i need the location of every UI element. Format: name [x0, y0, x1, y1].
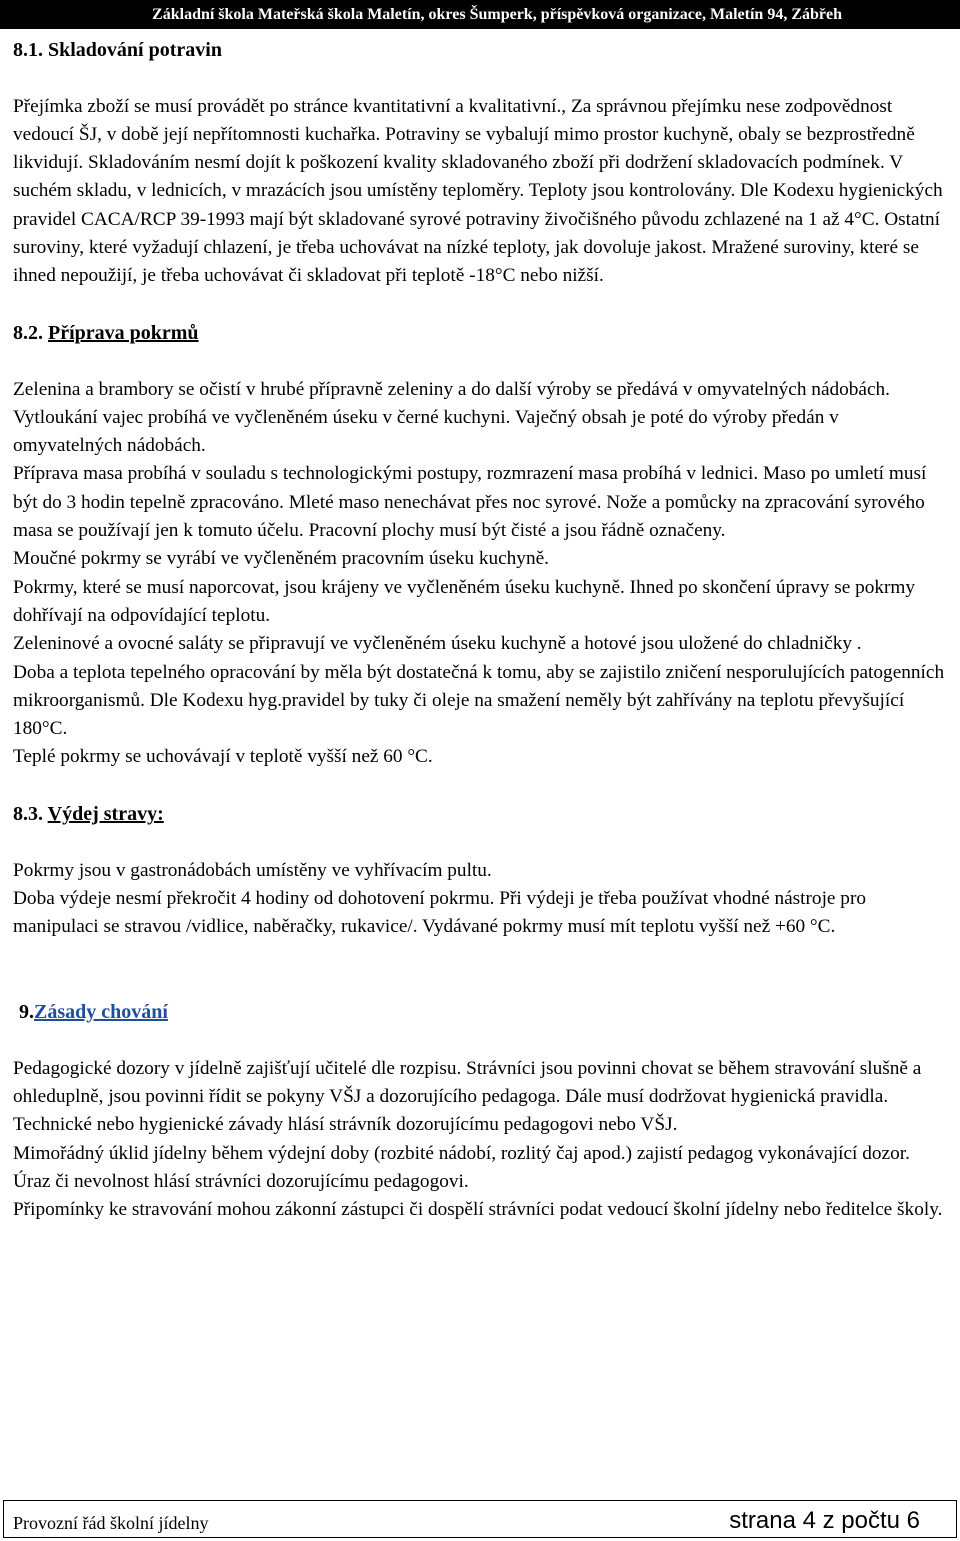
section-9-heading-link[interactable]: Zásady chování [34, 1001, 168, 1024]
section-9-number: 9. [19, 1001, 34, 1024]
section-8-1-paragraph: Přejímka zboží se musí provádět po stránce kvantitativní a kvalitativní., Za správnou přejímku nese zodpovědnost vedoucí ŠJ, v době její nepřítomnosti kuchařka. Potraviny se vybalují mimo prostor kuchyně, obaly se bezprostředně likvidují. Skladováním nesmí dojít k poškození kvality skladovaného zboží při dodržení skladovacích podmínek. V suchém skladu, v lednicích, v mrazácích jsou umístěny teploměry. Teploty jsou kontrolovány. Dle Kodexu hygienických pravidel CACA/RCP 39-1993 mají být skladované syrové potraviny živočišného původu zchlazené na 1 až 4°C. Ostatní suroviny, které vyžadují chlazení, je třeba uchovávat na nízké teploty, jak dovoluje jakost. Mražené suroviny, které se ihned nepoužijí, je třeba uchovávat či skladovat při teplotě -18°C nebo nižší. [13, 95, 943, 287]
section-8-2-line: Teplé pokrmy se uchovávají v teplotě vyšší než 60 °C. [13, 746, 433, 768]
section-8-3-title [13, 800, 948, 828]
section-8-2-line: Příprava masa probíhá v souladu s technologickými postupy, rozmrazení masa probíhá v lednici. Maso po umletí musí být do 3 hodin tepelně zpracováno. Mleté maso nenechávat přes noc syrové. Nože a pomůcky na zpracování syrového masa se používají jen k tomuto účelu. Pracovní plochy musí být čisté a jsou řádně označeny. [13, 463, 927, 542]
section-8-3-line: Pokrmy jsou v gastronádobách umístěny ve vyhřívacím pultu. [13, 859, 492, 881]
section-8-2-number: 8.2. [13, 321, 43, 344]
section-9-line: Mimořádný úklid jídelny během výdejní doby (rozbité nádobí, rozlitý čaj apod.) zajistí pedagog vykonávající dozor. Úraz či nevolnost hlásí strávníci dozorujícímu pedagogovi. [13, 1142, 910, 1192]
header-text: Základní škola Mateřská škola Maletín, okres Šumperk, příspěvková organizace, Maletín 94, Zábřeh [152, 6, 842, 23]
section-8-2-line: Zelenina a brambory se očistí v hrubé přípravně zeleniny a do další výroby se předává v omyvatelných nádobách. [13, 378, 890, 400]
footer-document-title: Provozní řád školní jídelny [13, 1513, 209, 1533]
section-9-title [19, 998, 948, 1026]
section-8-2-heading: Příprava pokrmů [48, 321, 199, 344]
section-8-2-line: Vytloukání vajec probíhá ve vyčleněném úseku v černé kuchyni. Vaječný obsah je poté do výroby předán v omyvatelných nádobách. [13, 406, 839, 457]
document-content [13, 36, 948, 1224]
section-8-1-title: 8.1. Skladování potravin [13, 39, 222, 61]
section-8-2-line: Zeleninové a ovocné saláty se připravují ve vyčleněném úseku kuchyně a hotové jsou uložené do chladničky . [13, 633, 862, 655]
section-8-3-heading: Výdej stravy: [47, 803, 164, 826]
section-8-2-title [13, 319, 948, 347]
page-footer [3, 1500, 957, 1538]
page-header [0, 0, 960, 29]
section-9-line: Technické nebo hygienické závady hlásí strávník dozorujícímu pedagogovi nebo VŠJ. [13, 1114, 678, 1136]
section-8-2-line: Moučné pokrmy se vyrábí ve vyčleněném pracovním úseku kuchyně. [13, 548, 549, 570]
section-8-3-line: Doba výdeje nesmí překročit 4 hodiny od dohotovení pokrmu. Při výdeji je třeba používat vhodné nástroje pro manipulaci se stravou /vidlice, naběračky, rukavice/. Vydávané pokrmy musí mít teplotu vyšší než +60 °C. [13, 887, 867, 938]
section-8-3-number: 8.3. [13, 803, 43, 826]
section-8-2-line: Doba a teplota tepelného opracování by měla být dostatečná k tomu, aby se zajistilo zničení nesporulujících patogenních mikroorganismů. Dle Kodexu hyg.pravidel by tuky či oleje na smažení neměly být zahřívány na teplotu převyšující 180°C. [13, 661, 945, 740]
section-9-line: Připomínky ke stravování mohou zákonní zástupci či dospělí strávníci podat vedoucí školní jídelny nebo ředitelce školy. [13, 1199, 943, 1221]
section-9-line: Pedagogické dozory v jídelně zajišťují učitelé dle rozpisu. Strávníci jsou povinni chovat se během stravování slušně a ohleduplně, jsou povinni řídit se pokyny VŠJ a dozorujícího pedagoga. Dále musí dodržovat hygienická pravidla. [13, 1057, 922, 1107]
section-8-2-line: Pokrmy, které se musí naporcovat, jsou krájeny ve vyčleněném úseku kuchyně. Ihned po skončení úpravy se pokrmy dohřívají na odpovídající teplotu. [13, 576, 916, 626]
footer-page-number: strana 4 z počtu 6 [729, 1507, 920, 1534]
